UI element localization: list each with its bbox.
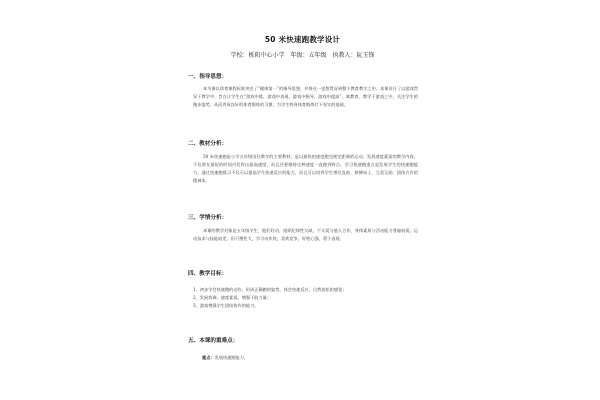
section-paragraph-student-analysis: 本课的教学对象是五年级学生，他们好动，组织纪律性欠缺，不太爱与他人合作，身体素质与活动能力普遍较弱，运动技术与技能较差，但可塑性大，学习动作快，喜欢竞争，好胜心强，勇于表现。	[193, 228, 418, 241]
document-page	[180, 30, 425, 395]
list-item: 3、游戏增强学生团结协作的能力。	[193, 303, 259, 308]
list-item: 2、发展协调、速度素质，增强下肢力量；	[193, 295, 272, 300]
key-point-text: 发展快速跑能力。	[214, 355, 249, 360]
section-paragraph-guiding-ideology: 本节课以体育课程标准突出了“健康第一”的指导思想，并将这一思想贯穿到整个教育教学之中。本课设计了以游戏贯穿于教学中，旨在让学生在“游戏中练，游戏中表现，游戏中指导，游戏中提高”，寓教育、教学于游戏之中，关注学生的跑步姿势，从而养成良好的体育锻炼的习惯，为学生终身体育锻炼打下坚实的基础。	[193, 86, 418, 107]
section-heading-material-analysis: 二、教材分析：	[188, 141, 228, 147]
section-heading-guiding-ideology: 一、指导思想：	[188, 74, 228, 80]
document-meta: 学校：栎阳中心小学 年级：五年级 执教人：阮玉锋	[230, 52, 375, 59]
document-title: 50 米快速跑教学设计	[264, 35, 341, 44]
key-point-label: 重点：	[202, 355, 215, 360]
key-point-line	[202, 354, 418, 362]
section-heading-student-analysis: 三、学情分析：	[188, 215, 228, 221]
teaching-goals-list	[193, 286, 418, 310]
list-item: 1、初步学会快速跑的动作，形成正确跑的姿势，体会快速反应、自然放松的感觉；	[193, 287, 347, 292]
section-heading-teaching-goals: 四、教学目标：	[188, 271, 228, 277]
section-paragraph-material-analysis: 50 米快速跑是小学五年级田径教学的主要教材，是以最快的速度跑完规定距离的运动。发展速度素质的教学内容，不仅要在最短的时间内发挥出最高速度，而且还要维持这种速度一直跑到终点。学习快速跑重点是发展学生的快速跑能力，通过快速跑练习不仅可以提高学生快速反应的能力，而且可以培养学生勇往直前、拼搏向上、互爱互助、团结合作的精神本。	[193, 154, 418, 183]
section-heading-key-points: 五、本课的重难点：	[188, 338, 239, 344]
